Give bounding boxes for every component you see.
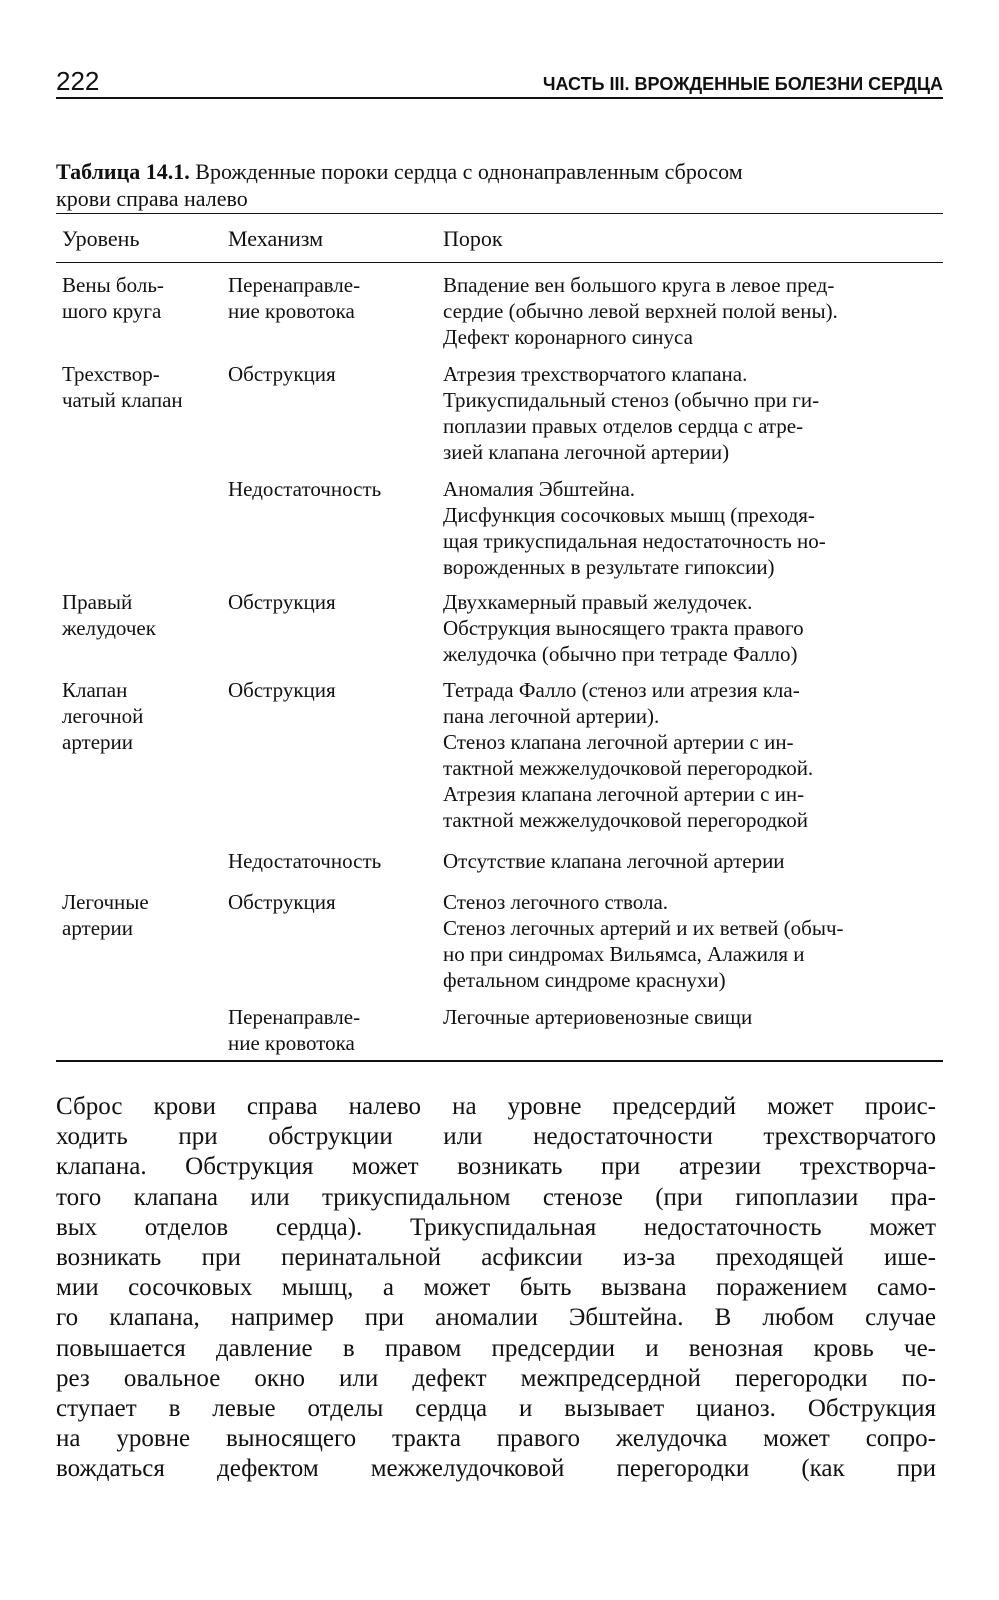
table-cell-mechanism — [228, 1004, 360, 1056]
table-cell-line: Обструкция — [228, 678, 336, 702]
column-header-mechanism: Механизм — [228, 226, 324, 251]
body-text-line: клапана. Обструкция может возникать при атрезии трехстворча- — [56, 1153, 936, 1181]
table-cell-line: Недостаточность — [228, 477, 382, 501]
table-cell-line: зией клапана легочной артерии) — [443, 440, 730, 464]
table-cell-level — [62, 272, 164, 324]
table-cell-line: Дисфункция сосочковых мышц (преходя- — [443, 503, 815, 527]
table-cell-mechanism — [228, 677, 336, 703]
table-cell-line: Обструкция — [228, 590, 336, 614]
body-text-line: ходить при обструкции или недостаточности трехстворчатого — [56, 1123, 936, 1151]
body-text-line: вождаться дефектом межжелудочковой перегородки (как при — [56, 1455, 936, 1483]
table-header-rule — [56, 262, 943, 263]
table-cell-line: Правый — [62, 590, 133, 614]
table-cell-line: Трикуспидальный стеноз (обычно при ги- — [443, 388, 820, 412]
table-top-rule — [56, 213, 943, 214]
table-cell-level — [62, 889, 149, 941]
table-cell-defect — [443, 1004, 752, 1030]
table-cell-line: чатый клапан — [62, 388, 183, 412]
body-text-line: вых отделов сердца). Трикуспидальная недостаточность может — [56, 1213, 936, 1241]
table-cell-line: но при синдромах Вильямса, Алажиля и — [443, 942, 805, 966]
table-cell-line: Аномалия Эбштейна. — [443, 477, 636, 501]
table-cell-level — [62, 677, 143, 755]
table-cell-line: Недостаточность — [228, 849, 382, 873]
table-cell-line: Дефект коронарного синуса — [443, 325, 693, 349]
body-text-line: мии сосочковых мышц, а может быть вызвана поражением само- — [56, 1274, 936, 1302]
table-cell-mechanism — [228, 361, 336, 387]
table-cell-line: Атрезия клапана легочной артерии с ин- — [443, 782, 805, 806]
table-cell-line: Клапан — [62, 678, 128, 702]
table-caption-text-cont: крови справа налево — [56, 186, 248, 211]
body-text-line: возникать при перинатальной асфиксии из-за преходящей ише- — [56, 1244, 936, 1272]
table-cell-defect — [443, 677, 813, 833]
table-cell-line: пана легочной артерии). — [443, 704, 660, 728]
table-cell-line: ворожденных в результате гипоксии) — [443, 555, 775, 579]
table-cell-line: Тетрада Фалло (стеноз или атрезия кла- — [443, 678, 800, 702]
table-cell-line: желудочек — [62, 616, 156, 640]
table-cell-mechanism — [228, 889, 336, 915]
table-cell-line: Перенаправле- — [228, 1005, 361, 1029]
table-cell-defect — [443, 889, 844, 993]
table-cell-defect — [443, 848, 785, 874]
table-cell-line: Стеноз легочных артерий и их ветвей (обыч- — [443, 916, 844, 940]
body-text-line: того клапана или трикуспидальном стенозе (при гипоплазии пра- — [56, 1183, 936, 1211]
body-paragraph — [56, 1092, 936, 1485]
table-cell-line: Стеноз легочного ствола. — [443, 890, 669, 914]
table-cell-line: артерии — [62, 730, 134, 754]
body-text-line: на уровне выносящего тракта правого желудочка может сопро- — [56, 1425, 936, 1453]
table-cell-line: Двухкамерный правый желудочек. — [443, 590, 753, 614]
table-bottom-rule — [56, 1060, 943, 1062]
table-cell-line: легочной — [62, 704, 144, 728]
table-cell-line: Впадение вен большого круга в левое пред- — [443, 273, 835, 297]
table-caption — [56, 158, 926, 212]
table-cell-mechanism — [228, 589, 336, 615]
table-cell-line: шого круга — [62, 299, 162, 323]
table-cell-line: Стеноз клапана легочной артерии с ин- — [443, 730, 794, 754]
table-cell-line: Отсутствие клапана легочной артерии — [443, 849, 785, 873]
table-cell-line: Вены боль- — [62, 273, 164, 297]
table-cell-line: Легочные — [62, 890, 149, 914]
running-head — [56, 50, 943, 94]
body-text-line: Сброс крови справа налево на уровне предсердий может проис- — [56, 1093, 936, 1120]
table-caption-label: Таблица 14.1. — [56, 159, 190, 184]
table-cell-line: поплазии правых отделов сердца с атре- — [443, 414, 804, 438]
body-text-line: рез овальное окно или дефект межпредсердной перегородки по- — [56, 1364, 936, 1392]
table-cell-line: желудочка (обычно при тетраде Фалло) — [443, 642, 798, 666]
table-cell-line: щая трикуспидальная недостаточность но- — [443, 529, 826, 553]
table-cell-line: Обструкция — [228, 890, 336, 914]
table-cell-line: ние кровотока — [228, 1031, 355, 1055]
page-number: 222 — [56, 66, 100, 96]
table-cell-line: ние кровотока — [228, 299, 355, 323]
body-text-line: го клапана, например при аномалии Эбштейна. В любом случае — [56, 1304, 936, 1332]
table-cell-line: тактной межжелудочковой перегородкой — [443, 808, 808, 832]
table-cell-defect — [443, 272, 838, 350]
table-cell-line: артерии — [62, 916, 134, 940]
table-cell-line: Обструкция выносящего тракта правого — [443, 616, 804, 640]
table-cell-level — [62, 589, 156, 641]
table-cell-level — [62, 361, 183, 413]
table-cell-line: Перенаправле- — [228, 273, 361, 297]
table-cell-mechanism — [228, 272, 360, 324]
table-cell-line: тактной межжелудочковой перегородкой. — [443, 756, 814, 780]
section-title: ЧАСТЬ III. ВРОЖДЕННЫЕ БОЛЕЗНИ СЕРДЦА — [542, 74, 943, 94]
table-cell-line: Легочные артериовенозные свищи — [443, 1005, 753, 1029]
header-divider — [56, 97, 943, 99]
table-cell-line: Обструкция — [228, 362, 336, 386]
table-cell-defect — [443, 476, 826, 580]
table-cell-line: Атрезия трехстворчатого клапана. — [443, 362, 748, 386]
column-header-level: Уровень — [62, 226, 140, 251]
table-caption-text: Врожденные пороки сердца с однонаправленным сбросом — [189, 159, 743, 184]
table-cell-defect — [443, 361, 819, 465]
column-header-defect: Порок — [443, 226, 503, 251]
table-cell-mechanism — [228, 476, 381, 502]
table-cell-line: сердие (обычно левой верхней полой вены). — [443, 299, 838, 323]
body-text-line: повышается давление в правом предсердии и венозная кровь че- — [56, 1334, 936, 1362]
table-cell-defect — [443, 589, 804, 667]
table-cell-line: фетальном синдроме краснухи) — [443, 968, 726, 992]
table-cell-mechanism — [228, 848, 381, 874]
body-text-line: ступает в левые отделы сердца и вызывает цианоз. Обструкция — [56, 1395, 936, 1423]
table-cell-line: Трехствор- — [62, 362, 160, 386]
